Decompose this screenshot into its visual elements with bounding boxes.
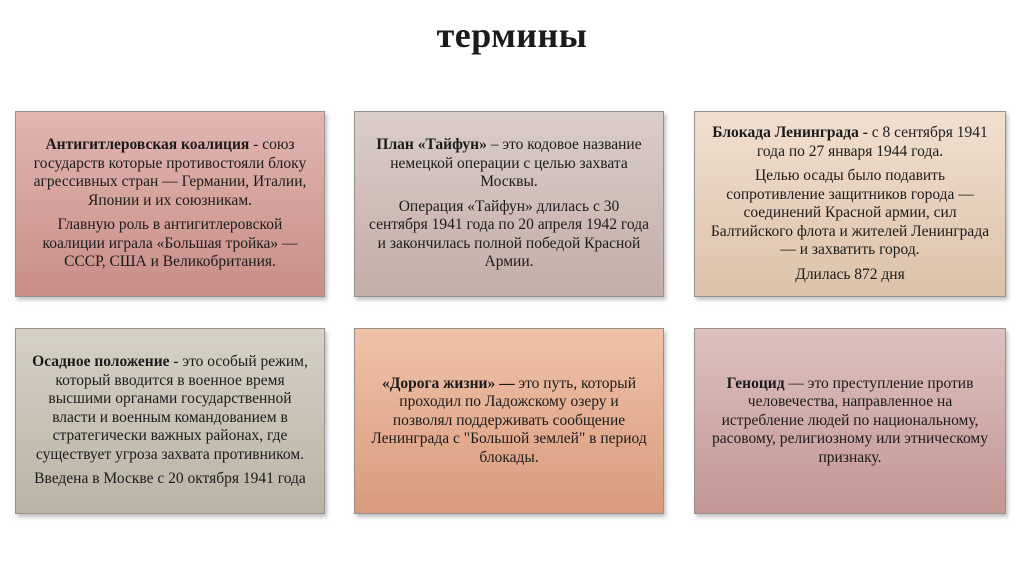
definition-text: – это кодовое название немецкой операции с целью захвата Москвы. <box>390 136 642 191</box>
term-name: Осадное положение <box>32 353 170 371</box>
term-name: Геноцид <box>726 374 785 392</box>
term-definition <box>709 375 991 468</box>
term-name: План «Тайфун» <box>376 136 487 154</box>
term-card-state-of-siege <box>15 328 325 514</box>
definition-text: - союз государств которые противостояли блоку агрессивных стран — Германии, Италии, Японии и их союзникам. <box>33 136 307 209</box>
term-extra: Введена в Москве с 20 октября 1941 года <box>34 470 306 488</box>
term-extra: Целью осады было подавить сопротивление защитников города — соединений Красной армии, сил Балтийского флота и жителей Ленинграда — и захватить город. <box>710 167 990 258</box>
term-name: Блокада Ленинграда - <box>712 124 868 141</box>
term-extra: Главную роль в антигитлеровской коалиции играла «Большая тройка» — СССР, США и Великобритания. <box>42 216 298 271</box>
term-card-plan-typhoon <box>354 111 664 297</box>
slide-title: термины <box>436 15 588 55</box>
term-card-anti-hitler-coalition <box>15 111 325 297</box>
term-definition <box>30 353 310 464</box>
term-name: «Дорога жизни» — <box>381 374 515 392</box>
term-definition <box>369 136 649 192</box>
term-extra: Операция «Тайфун» длилась с 30 сентября 1941 года по 20 апреля 1942 года и закончилась полной победой Красной Армии. <box>369 197 649 271</box>
term-definition <box>30 136 310 210</box>
term-card-genocide <box>694 328 1006 514</box>
term-duration: Длилась 872 дня <box>795 265 905 283</box>
definition-text: — это преступление против человечества, направленное на истребление людей по национальному, расовому, религиозному или этническому признаку. <box>712 374 988 466</box>
definition-text: с 8 сентября 1941 года по 27 января 1944 года. <box>756 124 988 160</box>
term-definition <box>369 375 649 468</box>
definition-text: это путь, который проходил по Ладожскому озеру и позволял поддерживать сообщение Ленинграда с "Большой землей" в период блокады. <box>371 374 647 466</box>
term-card-leningrad-siege <box>694 111 1006 297</box>
term-definition <box>709 124 991 161</box>
term-name: Антигитлеровская коалиция <box>45 136 250 154</box>
definition-text: - это особый режим, который вводится в военное время высшими органами государственной власти и военным командованием в стратегически важных районах, где существует угроза захвата противником. <box>35 353 308 463</box>
term-card-road-of-life <box>354 328 664 514</box>
